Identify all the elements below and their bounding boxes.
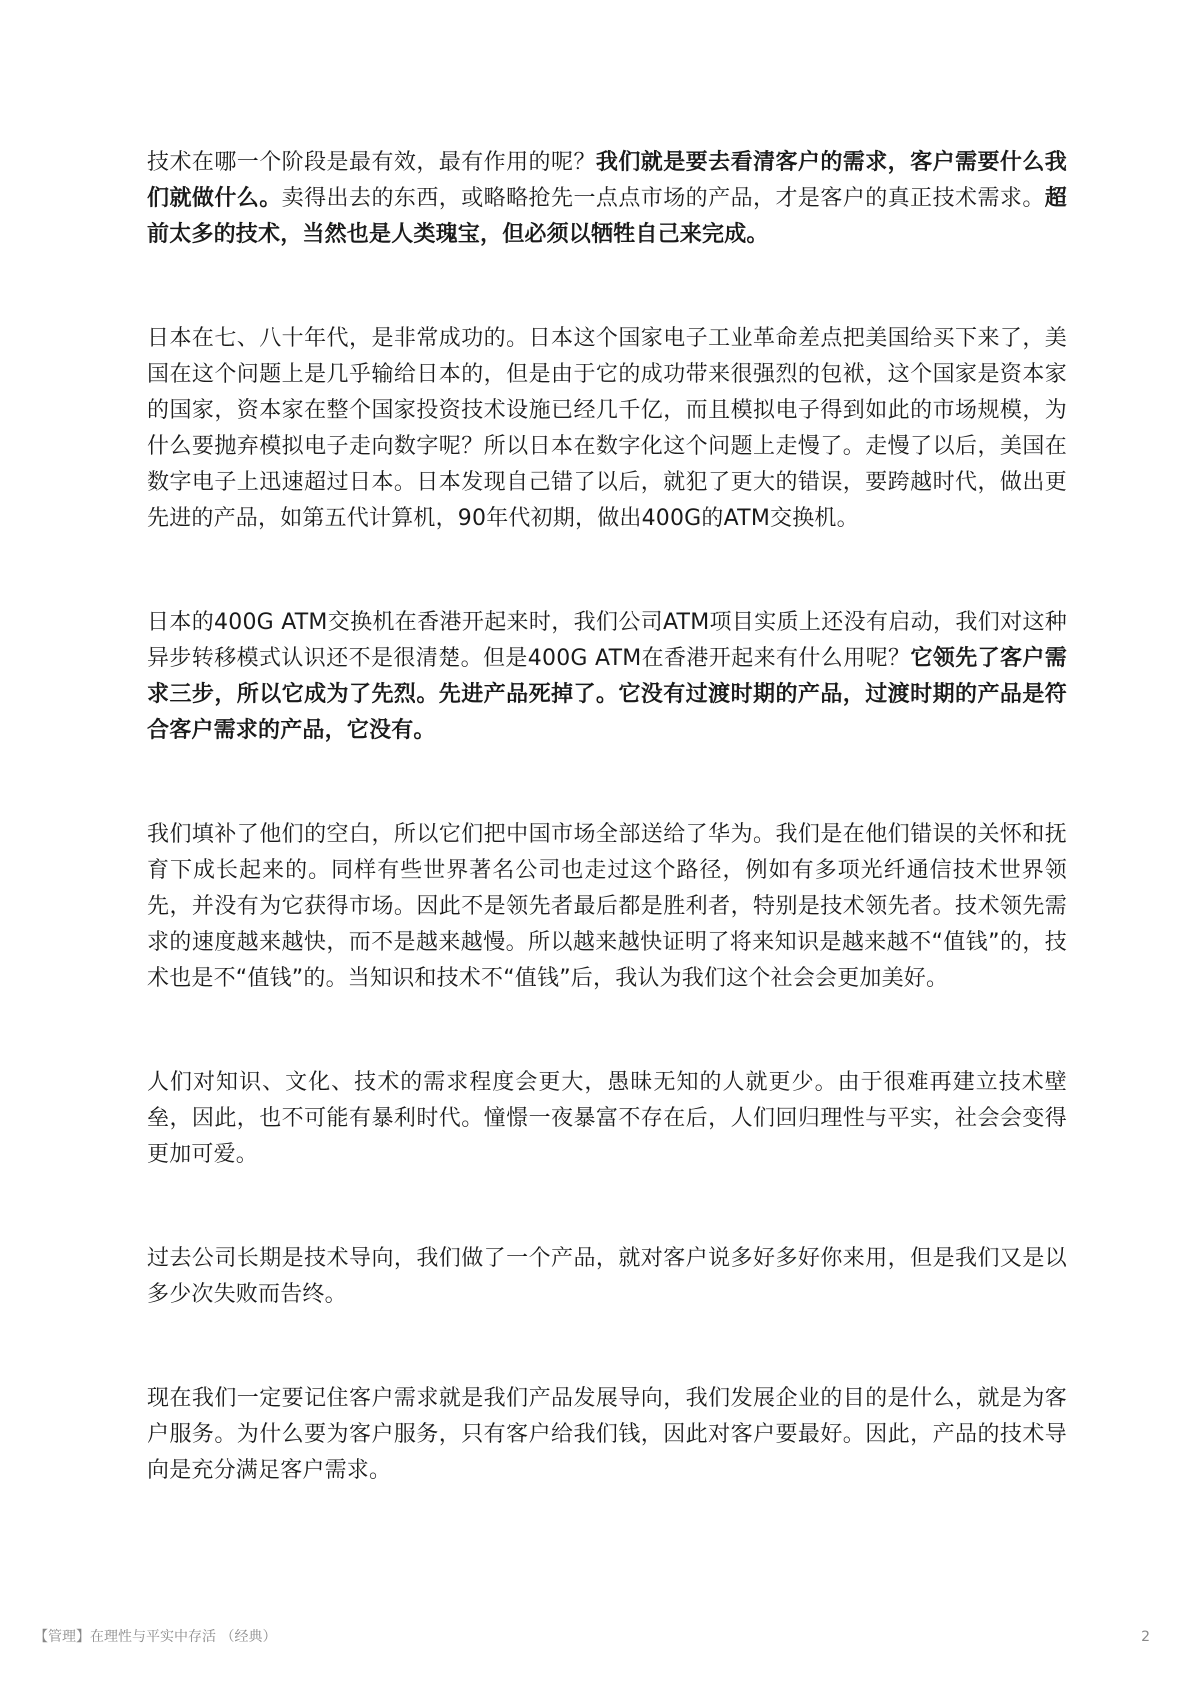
footer-page-number: 2 bbox=[1141, 1629, 1150, 1645]
paragraph-segment: 人们对知识、文化、技术的需求程度会更大，愚昧无知的人就更少。由于很难再建立技术壁垒，因此，也不可能有暴利时代。憧憬一夜暴富不存在后，人们回归理性与平实，社会会变得更加可爱。 bbox=[147, 1070, 1067, 1167]
paragraph-7 bbox=[147, 1381, 1067, 1489]
paragraph-segment: 我们填补了他们的空白，所以它们把中国市场全部送给了华为。我们是在他们错误的关怀和抚育下成长起来的。同样有些世界著名公司也走过这个路径，例如有多项光纤通信技术世界领先，并没有为它获得市场。因此不是领先者最后都是胜利者，特别是技术领先者。技术领先需求的速度越来越快，而不是越来越慢。所以越来越快证明了将来知识是越来越不“值钱”的，技术也是不“值钱”的。当知识和技术不“值钱”后，我认为我们这个社会会更加美好。 bbox=[147, 822, 1067, 991]
paragraph-bold-segment: 我们就是要去看清客户的需求，客户需要什么我们就做什么。 bbox=[147, 150, 1067, 211]
paragraph-5 bbox=[147, 1065, 1067, 1173]
paragraph-bold-segment: 它领先了客户需求三步，所以它成为了先烈。先进产品死掉了。它没有过渡时期的产品，过渡时期的产品是符合客户需求的产品，它没有。 bbox=[147, 646, 1067, 743]
paragraph-4 bbox=[147, 817, 1067, 997]
paragraph-6 bbox=[147, 1241, 1067, 1313]
paragraph-segment: 日本的400G ATM交换机在香港开起来时，我们公司ATM项目实质上还没有启动，我们对这种异步转移模式认识还不是很清楚。但是400G ATM在香港开起来有什么用呢？ bbox=[147, 610, 1067, 671]
document-body bbox=[147, 145, 1067, 1557]
paragraph-segment: 卖得出去的东西，或略略抢先一点点市场的产品，才是客户的真正技术需求。 bbox=[281, 186, 1045, 211]
paragraph-1 bbox=[147, 145, 1067, 253]
paragraph-2 bbox=[147, 321, 1067, 537]
paragraph-segment: 现在我们一定要记住客户需求就是我们产品发展导向，我们发展企业的目的是什么，就是为客户服务。为什么要为客户服务，只有客户给我们钱，因此对客户要最好。因此，产品的技术导向是充分满足客户需求。 bbox=[147, 1386, 1067, 1483]
paragraph-3 bbox=[147, 605, 1067, 749]
paragraph-segment: 过去公司长期是技术导向，我们做了一个产品，就对客户说多好多好你来用，但是我们又是以多少次失败而告终。 bbox=[147, 1246, 1067, 1307]
footer-document-title: 【管理】在理性与平实中存活 （经典） bbox=[34, 1629, 277, 1645]
paragraph-segment: 技术在哪一个阶段是最有效，最有作用的呢？ bbox=[147, 150, 596, 175]
paragraph-segment: 日本在七、八十年代，是非常成功的。日本这个国家电子工业革命差点把美国给买下来了，美国在这个问题上是几乎输给日本的，但是由于它的成功带来很强烈的包袱，这个国家是资本家的国家，资本家在整个国家投资技术设施已经几千亿，而且模拟电子得到如此的市场规模，为什么要抛弃模拟电子走向数字呢？所以日本在数字化这个问题上走慢了。走慢了以后，美国在数字电子上迅速超过日本。日本发现自己错了以后，就犯了更大的错误，要跨越时代，做出更先进的产品，如第五代计算机，90年代初期，做出400G的ATM交换机。 bbox=[147, 326, 1067, 531]
paragraph-bold-segment: 超前太多的技术，当然也是人类瑰宝，但必须以牺牲自己来完成。 bbox=[147, 186, 1067, 247]
